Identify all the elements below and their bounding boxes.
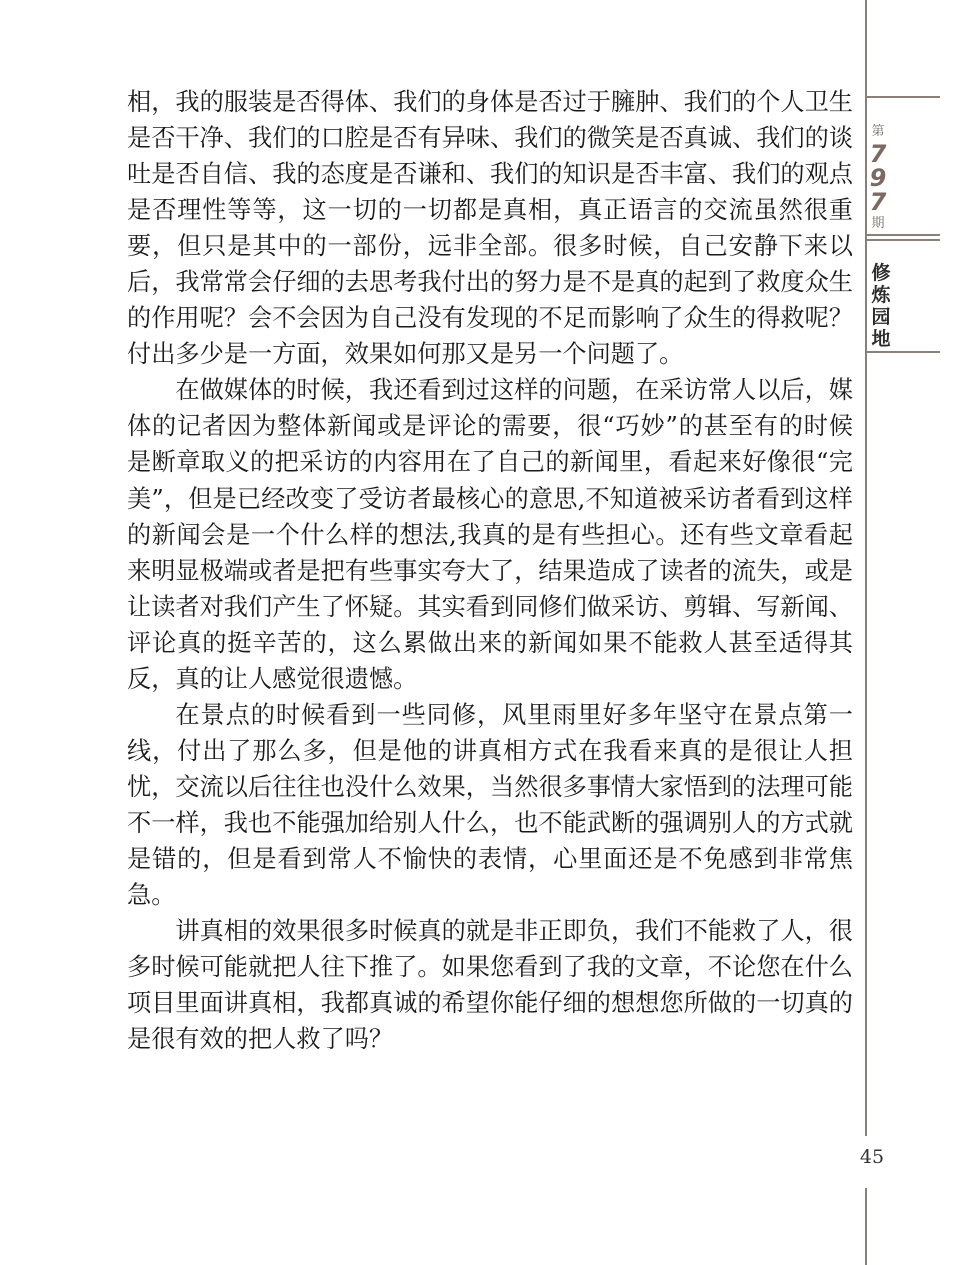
issue-digit-2: 9 xyxy=(869,164,887,192)
sidebar-rule-middle-2 xyxy=(867,239,940,241)
paragraph-4: 讲真相的效果很多时候真的就是非正即负，我们不能救了人，很多时候可能就把人往下推了。如果您看到了我的文章，不论您在什么项目里面讲真相，我都真诚的希望你能仔细的想想您所做的一切真的是很有效的把人救了吗？ xyxy=(127,917,853,1054)
issue-prefix: 第 xyxy=(871,124,885,139)
section-char-2: 炼 xyxy=(871,284,891,306)
paragraph-3: 在景点的时候看到一些同修，风里雨里好多年坚守在景点第一线，付出了那么多，但是他的讲真相方式在我看来真的是很让人担忧，交流以后往往也没什么效果，当然很多事情大家悟到的法理可能不一样，我也不能强加给别人什么，也不能武断的强调别人的方式就是错的，但是看到常人不愉快的表情，心里面还是不免感到非常焦急。 xyxy=(127,700,853,910)
margin-rule-vertical-lower xyxy=(865,1188,867,1265)
section-title xyxy=(867,262,895,350)
issue-digit-1: 7 xyxy=(869,140,887,168)
sidebar-rule-bottom xyxy=(867,351,940,353)
sidebar-rule-middle-1 xyxy=(867,234,940,236)
section-char-1: 修 xyxy=(871,262,891,284)
issue-digit-3: 7 xyxy=(869,188,887,216)
article-body xyxy=(127,84,853,1057)
issue-suffix: 期 xyxy=(871,216,885,231)
paragraph-1: 相，我的服装是否得体、我们的身体是否过于臃肿、我们的个人卫生是否干净、我们的口腔是否有异味、我们的微笑是否真诚、我们的谈吐是否自信、我的态度是否谦和、我们的知识是否丰富、我们的观点是否理性等等，这一切的一切都是真相，真正语言的交流虽然很重要，但只是其中的一部份，远非全部。很多时候，自己安静下来以后，我常常会仔细的去思考我付出的努力是不是真的起到了救度众生的作用呢？会不会因为自己没有发现的不足而影响了众生的得救呢？付出多少是一方面，效果如何那又是另一个问题了。 xyxy=(127,88,853,369)
section-char-3: 园 xyxy=(871,306,891,328)
paragraph-2: 在做媒体的时候，我还看到过这样的问题，在采访常人以后，媒体的记者因为整体新闻或是评论的需要，很“巧妙”的甚至有的时候是断章取义的把采访的内容用在了自己的新闻里，看起来好像很“完美”，但是已经改变了受访者最核心的意思,不知道被采访者看到这样的新闻会是一个什么样的想法,我真的是有些担心。还有些文章看起来明显极端或者是把有些事实夸大了，结果造成了读者的流失，或是让读者对我们产生了怀疑。其实看到同修们做采访、剪辑、写新闻、评论真的挺辛苦的，这么累做出来的新闻如果不能救人甚至适得其反，真的让人感觉很遗憾。 xyxy=(127,376,853,693)
section-char-4: 地 xyxy=(871,328,891,350)
page-number: 45 xyxy=(859,1146,885,1168)
sidebar-rule-top xyxy=(867,96,940,98)
issue-number xyxy=(867,122,889,234)
